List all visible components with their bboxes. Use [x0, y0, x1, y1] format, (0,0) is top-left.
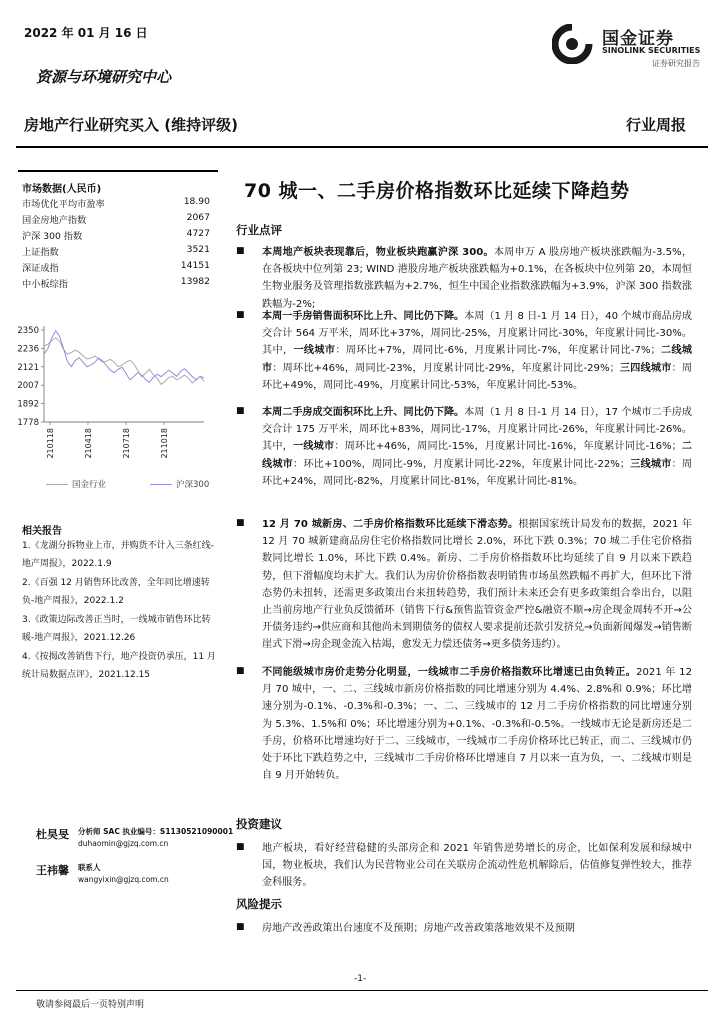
bullet-square-icon: ■ [236, 518, 245, 528]
author-email[interactable]: duhaomin@gjzq.com.cn [78, 839, 169, 848]
section-title-review: 行业点评 [236, 223, 282, 237]
market-label: 深证成指 [22, 263, 59, 274]
bullet-square-icon: ■ [236, 842, 245, 852]
footer-divider [16, 990, 708, 991]
paragraph-investment-advice: 地产板块，看好经营稳健的头部房企和 2021 年销售逆势增长的房企，比如保利发展和绿城中国，物业板块，我们认为民营物业公司在关联房企流动性危机解除后，估值修复弹性较大，推荐金科服务。 [262, 843, 692, 889]
paragraph-sector-performance: 本周地产板块表现靠后，物业板块跑赢沪深 300。本周申万 A 股房地产板块涨跌幅为-3.5%，在各板块中位列第 23; WIND 港股房地产板块涨跌幅为+0.1%，在各板块中位列第 20，本周恒生物业服务及管理指数涨跌幅为+2.7%，恒生中国企业指数涨跌幅为+3.9%，沪深 300 指数涨跌幅为-2%; [262, 247, 692, 310]
author-credential: 联系人 [78, 863, 101, 872]
paragraph-city-tiers: 不同能级城市房价走势分化明显，一线城市二手房价格指数环比增速已由负转正。2021 年 12 月 70 城中，一、二、三线城市新房价格指数的同比增速分别为 4.4%、2.8%和 0.9%；环比增速分别为-0.1%、-0.3%和-0.3%；一、二、三线城市的 12 月二手房价格指数的同比增速分别为 5.3%、1.5%和 0%；环比增速分别为+0.1%、-0.3%和-0.5%。一线城市无论是新房还是二手房，价格环比增速均好于二、三线城市，一线城市二手房价格环比已转正，而二、三线城市仍处于环比下跌趋势之中，三线城市二手房价格环比增速自 7 月以来一直为负，一、二线城市则是自 9 月开始转负。 [262, 667, 692, 782]
logo-english-name: SINOLINK SECURITIES [602, 46, 701, 55]
author-info [78, 826, 233, 850]
market-data-row [22, 212, 210, 226]
chart-legend [46, 478, 209, 490]
y-tick-label: 2007 [17, 381, 39, 392]
bullet-square-icon: ■ [236, 666, 245, 676]
report-headline: 70 城一、二手房价格指数环比延续下降趋势 [244, 180, 630, 202]
market-value: 18.90 [183, 196, 210, 207]
market-data-row [22, 228, 210, 242]
bullet-square-icon: ■ [236, 246, 245, 256]
index-trend-chart [14, 318, 220, 498]
sidebar-top-border [18, 170, 218, 172]
market-value: 4727 [186, 228, 210, 239]
y-tick-label: 1892 [17, 399, 39, 410]
market-value: 14151 [180, 260, 210, 271]
series-line-industry [44, 338, 204, 384]
market-data-title: 市场数据(人民币) [22, 184, 102, 195]
author-email[interactable]: wangyixin@gjzq.com.cn [78, 875, 169, 884]
logo-chinese-name: 国金证券 [602, 29, 674, 49]
section-title-risk: 风险提示 [236, 897, 282, 911]
market-data-row [22, 244, 210, 258]
report-date: 2022 年 01 月 16 日 [24, 26, 148, 40]
market-label: 市场优化平均市盈率 [22, 199, 105, 210]
related-report-item[interactable]: 1.《龙湖分拆物业上市，并购货不计入三条红线-地产周报》，2022.1.9 [22, 541, 214, 569]
header-divider [16, 146, 708, 148]
market-value: 2067 [186, 212, 210, 223]
paragraph-price-index: 12 月 70 城新房、二手房价格指数环比延续下滑态势。根据国家统计局发布的数据，2021 年 12 月 70 城新建商品房住宅价格指数同比增长 2.0%，环比下跌 0.3%；70 城二手住宅价格指数同比增长 1.0%，环比下跌 0.4%。新房、二手房价格指数环比均延续了自 9 月以来下跌趋势，但下滑幅度均未扩大。我们认为房价价格指数表明销售市场虽然跌幅不再扩大，但环比下滑态势仍未扭转，还需更多政策出台来扭转趋势，我们预计未来还会有更多政策组合拳出台，以阻止当前房地产行业负反馈循环（销售下行&预售监管资金严控&融资不顺→房企现金周转不开→公开债务违约→供应商和其他尚未到期债务的债权人要求提前还款引发挤兑→负面新闻爆发→销售断崖式下滑→房企现金流入枯竭，愈发无力偿还债务→更多债务违约）。 [262, 519, 692, 651]
author-credential: 分析师 SAC 执业编号：S1130521090001 [78, 827, 234, 836]
paragraph-new-home-sales: 本周一手房销售面积环比上升、同比仍下降。本周（1 月 8 日-1 月 14 日），40 个城市商品房成交合计 564 万平米，周环比+37%，周同比-25%，月度累计同比-30%，年度累计同比-30%。其中，一线城市：周环比+7%，周同比-6%，月度累计同比-7%，年度累计同比-7%；二线城市：周环比+46%，周同比-23%，月度累计同比-29%，年度累计同比-29%；三四线城市：周环比+49%，周同比-49%，月度累计同比-53%，年度累计同比-53%。 [262, 311, 693, 391]
y-tick-label: 2121 [17, 362, 39, 373]
market-data-row [22, 196, 210, 210]
series-line-hs300 [44, 331, 204, 383]
bullet-square-icon: ■ [236, 922, 245, 932]
legend-item-industry: 国金行业 [46, 478, 106, 490]
report-category-tag: 证券研究报告 [652, 59, 700, 68]
author-name: 王祎馨 [36, 864, 69, 877]
related-report-item[interactable]: 3.《政策边际改善正当时，一线城市销售环比转暖-地产周报》，2021.12.26 [22, 615, 211, 643]
y-tick-label: 2236 [17, 344, 39, 355]
x-tick-label: 210418 [84, 428, 93, 459]
market-data-row [22, 276, 210, 290]
industry-rating-title: 房地产行业研究买入 (维持评级) [24, 116, 238, 134]
market-label: 上证指数 [22, 247, 59, 258]
page-number: -1- [354, 974, 367, 984]
x-tick-label: 211018 [160, 428, 169, 459]
y-tick-label: 2350 [17, 326, 39, 336]
bullet-square-icon: ■ [236, 406, 245, 416]
market-label: 国金房地产指数 [22, 215, 87, 226]
y-tick-label: 1778 [17, 418, 39, 428]
author-name: 杜昊旻 [36, 828, 69, 841]
author-info [78, 862, 169, 886]
paragraph-risk: 房地产改善政策出台速度不及预期；房地产改善政策落地效果不及预期 [262, 923, 575, 934]
bullet-square-icon: ■ [236, 310, 245, 320]
section-title-investment: 投资建议 [236, 817, 282, 831]
market-value: 3521 [186, 244, 210, 255]
related-report-item[interactable]: 4.《按揭改善销售下行，地产投资仍承压，11 月统计局数据点评》，2021.12.15 [22, 652, 216, 680]
footer-disclaimer[interactable]: 敬请参阅最后一页特别声明 [36, 1000, 145, 1010]
market-label: 沪深 300 指数 [22, 231, 83, 242]
x-tick-label: 210118 [46, 428, 55, 459]
paragraph-second-hand-sales: 本周二手房成交面积环比上升、同比仍下降。本周（1 月 8 日-1 月 14 日），17 个城市二手房成交合计 175 万平米，周环比+83%，周同比-17%，月度累计同比-26%，年度累计同比-26%。其中，一线城市：周环比+46%，周同比-15%，月度累计同比-16%，年度累计同比-16%；二线城市：环比+100%，周同比-9%，月度累计同比-22%，年度累计同比-22%；三线城市：周环比+24%，周同比-82%，月度累计同比-81%，年度累计同比-81%。 [262, 407, 693, 487]
legend-item-hs300: 沪深300 [150, 478, 209, 490]
market-value: 13982 [180, 276, 210, 287]
research-center-name: 资源与环境研究中心 [36, 68, 172, 86]
market-data-row [22, 260, 210, 274]
related-reports-title: 相关报告 [22, 526, 62, 537]
report-type: 行业周报 [625, 116, 686, 134]
market-label: 中小板综指 [22, 279, 68, 290]
x-tick-label: 210718 [122, 428, 131, 459]
related-report-item[interactable]: 2.《百强 12 月销售环比改善，全年同比增速转负-地产周报》，2022.1.2 [22, 578, 210, 606]
sinolink-logo-icon [552, 24, 596, 64]
